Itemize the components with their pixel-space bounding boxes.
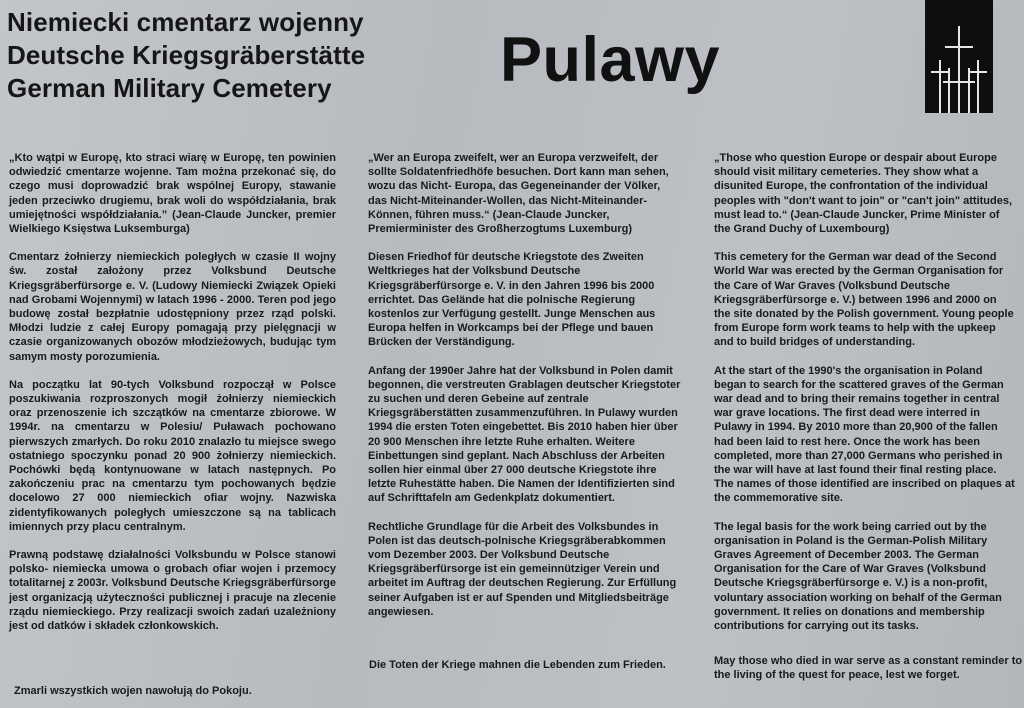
column-polish <box>9 151 336 647</box>
paragraph-german-1: Diesen Friedhof für deutsche Kriegstote des Zweiten Weltkrieges hat der Volksbund Deutsche Kriegsgräberfürsorge e. V. in den Jahren 1996 bis 2000 errichtet. Das Gelände hat die polnische Regierung kostenlos zur Verfügung gestellt. Junge Menschen aus Europa helfen in Workcamps bei der Pflege und bauen Brücken der Verständigung. <box>368 251 656 349</box>
place-name: Pulawy <box>500 25 721 95</box>
paragraph-german-2: Anfang der 1990er Jahre hat der Volksbund in Polen damit begonnen, die verstreuten Grablagen deutscher Kriegstoter zu suchen und deren Gebeine auf zentrale Kriegsgräberstätten zusammenzuführen. In Pulawy wurden 1994 die ersten Toten eingebettet. Bis 2010 haben hier über 20 900 Menschen ihre letzte Ruhe erhalten. Weitere Einbettungen sind geplant. Nach Abschluss der Arbeiten sollen hier einmal über 27 000 deutsche Kriegstote ihre letzte Ruhestätte haben. Die Namen der Identifizierten sind auf Schrifttafeln am Gedenkplatz dokumentiert. <box>368 364 681 505</box>
title-polish: Niemiecki cmentarz wojenny <box>7 7 364 37</box>
column-english <box>714 151 1016 647</box>
footer-polish: Zmarli wszystkich wojen nawołują do Pokoju. <box>14 685 252 697</box>
quote-polish: „Kto wątpi w Europę, kto straci wiarę w Europę, ten powinien odwiedzić cmentarze wojenne. Tam można przekonać się, do czego musi doprowadzić brak wspólnej Europy, stawanie jeden przeciwko drugiemu, brak woli do współdziałania, brak umiejętności współdziałania.” (Jean-Claude Juncker, premier Wielkiego Księstwa Luksemburga) <box>9 152 336 236</box>
column-german <box>368 151 682 633</box>
quote-german: „Wer an Europa zweifelt, wer an Europa verzweifelt, der sollte Soldatenfriedhöfe besuchen. Dort kann man sehen, wozu das Nicht- Europa, das Gegeneinander der Völker, das Nicht-Miteinander-Wollen, das Nicht-Miteinander-Können, führen muss.“ (Jean-Claude Juncker, Premierminister des Großherzogtums Luxemburg) <box>368 152 669 236</box>
title-english: German Military Cemetery <box>7 73 332 103</box>
paragraph-polish-3: Prawną podstawę działalności Volksbundu w Polsce stanowi polsko- niemiecka umowa o grobach ofiar wojen i przemocy totalitarnej z 2003r. Volksbund Deutsche Kriegsgräberfürsorge jest organizacją użyteczności publicznej i pracuje na zlecenie rządu niemieckiego. Przy realizacji swoich zadań uzależniony jest od datków i składek członkowskich. <box>9 549 336 633</box>
paragraph-polish-2: Na początku lat 90-tych Volksbund rozpoczął w Polsce poszukiwania rozproszonych mogił żołnierzy niemieckich oraz przenoszenie ich szczątków na cmentarze zbiorowe. W 1994r. na cmentarzu w Polesiu/ Puławach pochowano pierwszych zmarłych. Do roku 2010 znalazło tu miejsce swego ostatniego spoczynku ponad 20 900 żołnierzy niemieckich. Pochówki będą kontynuowane w latach następnych. Po zakończeniu prac na cmentarzu tym pochowanych będzie docelowo 27 000 niemieckich ofiar wojny. Nazwiska zidentyfikowanych poległych umieszczone są na tablicach imiennych przy placu centralnym. <box>9 378 336 533</box>
footer-english: May those who died in war serve as a constant reminder to the living of the quest for peace, lest we forget. <box>714 655 1023 682</box>
paragraph-polish-1: Cmentarz żołnierzy niemieckich poległych w czasie II wojny św. został założony przez Volksbund Deutsche Kriegsgräberfürsorge e. V. (Ludowy Niemiecki Związek Opieki nad Grobami Wojennymi) w latach 1996 - 2000. Teren pod jego budowę został bezpłatnie udostępniony przez rząd polski. Młodzi ludzie z całej Europy pomagają przy pielęgnacji w czasie organizowanych obozów młodzieżowych, budując tym samym mosty porozumienia. <box>9 251 336 363</box>
paragraph-english-2: At the start of the 1990's the organisation in Poland began to search for the scattered graves of the German war dead and to bring their remains together in central war grave locations. The first dead were interred in Pulawy in 1994. By 2010 more than 20,900 of the fallen had been laid to rest here. Once the work has been completed, more than 27,000 Germans who perished in the war will have at last found their final resting place. The names of those identified are inscribed on plaques at the commemorative site. <box>714 364 1015 505</box>
paragraph-english-3: The legal basis for the work being carried out by the organisation in Poland is the German-Polish Military Graves Agreement of December 2003. The German Organisation for the Care of War Graves (Volksbund Deutsche Kriegsgräberfürsorge e. V.) is a non-profit, voluntary association working on behalf of the German government. It relies on donations and membership contributions for carrying out its tasks. <box>714 520 1002 633</box>
title-german: Deutsche Kriegsgräberstätte <box>7 40 366 70</box>
title-block <box>7 6 365 105</box>
paragraph-english-1: This cemetery for the German war dead of the Second World War was erected by the German Organisation for the Care of War Graves (Volksbund Deutsche Kriegsgräberfürsorge e. V.) between 1996 and 2000 on the site donated by the Polish government. Young people from Europe form work teams to help with the upkeep and to build bridges of understanding. <box>714 251 1014 349</box>
quote-english: „Those who question Europe or despair about Europe should visit military cemeteries. They show what a disunited Europe, the confrontation of the individual peoples with "don't want to join" or "can't join" attitudes, must lead to.“ (Jean-Claude Juncker, Prime Minister of the Grand Duchy of Luxembourg) <box>714 152 1013 236</box>
crosses-logo-icon <box>925 0 993 113</box>
paragraph-german-3: Rechtliche Grundlage für die Arbeit des Volksbundes in Polen ist das deutsch-polnische Kriegsgräberabkommen vom Dezember 2003. Der Volksbund Deutsche Kriegsgräberfürsorge ist ein gemeinnütziger Verein und arbeitet im Auftrag der deutschen Regierung. Zur Erfüllung seiner Aufgaben ist er auf Spenden und Mitgliedsbeiträge angewiesen. <box>368 520 677 618</box>
footer-german: Die Toten der Kriege mahnen die Lebenden zum Frieden. <box>369 659 666 671</box>
